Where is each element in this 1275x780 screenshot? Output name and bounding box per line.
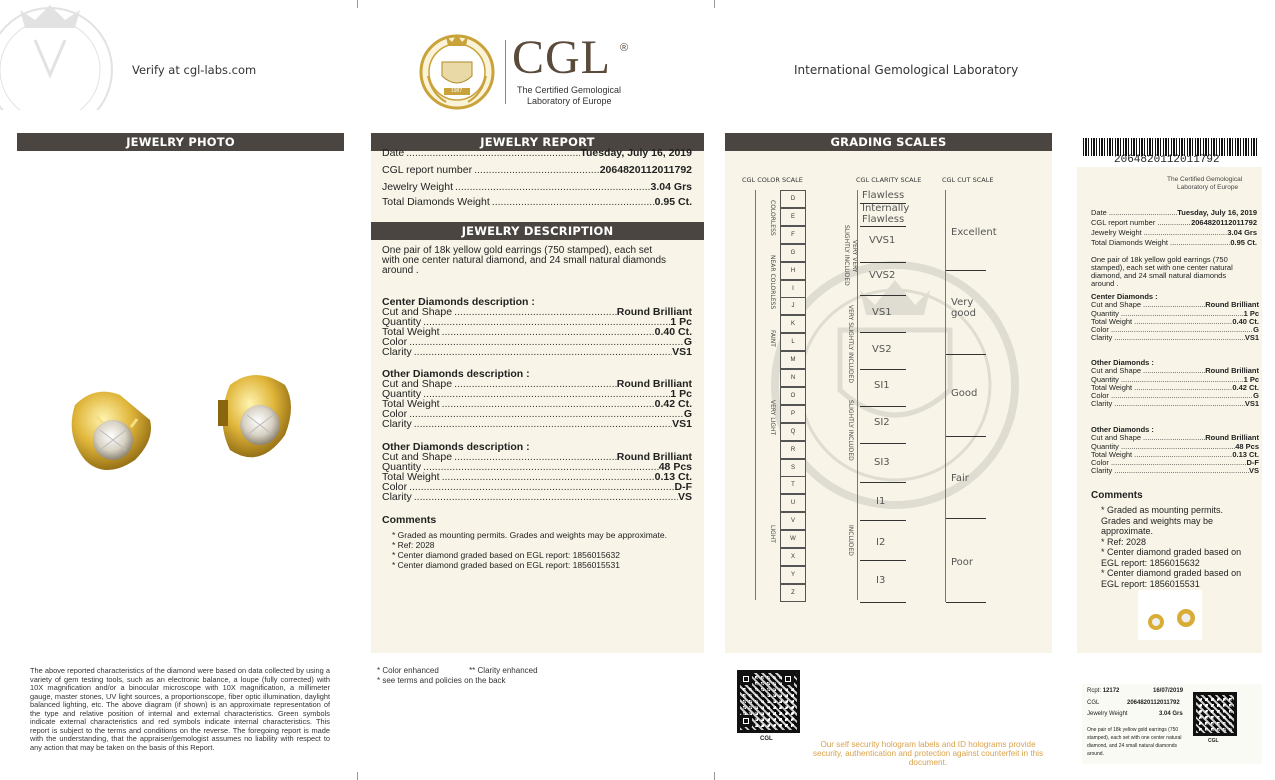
guide-tick xyxy=(714,772,715,780)
color-grade-box: J xyxy=(780,297,806,315)
card-row: Jewelry Weight ..... 3.04 Grs xyxy=(1091,228,1257,237)
clarity-grade: Internally Flawless xyxy=(862,203,910,225)
card-group-row: Quantity ..... 48 Pcs xyxy=(1091,442,1259,451)
report-row-label: CGL report number xyxy=(382,164,473,176)
verify-text: Verify at cgl-labs.com xyxy=(132,63,257,77)
clarity-group-label: SLIGHTLY INCLUDED xyxy=(847,400,854,461)
watermark-seal-topleft xyxy=(0,0,160,110)
group-1-row: Clarity ..... VS1 xyxy=(382,347,692,357)
card-group-row: Cut and Shape ..... Round Brilliant xyxy=(1091,366,1259,375)
card-group-row: Total Weight ..... 0.42 Ct. xyxy=(1091,383,1259,392)
stub-rcpt: Rcpt: 12172 xyxy=(1087,688,1120,694)
clarity-line xyxy=(860,332,906,333)
group-1-row: Total Weight ..... 0.40 Ct. xyxy=(382,327,692,337)
clarity-grade: SI2 xyxy=(874,417,890,428)
terms-note: * see terms and policies on the back xyxy=(377,676,506,685)
clarity-grade: VS2 xyxy=(872,344,892,355)
card-group-title: Other Diamonds : xyxy=(1091,425,1154,434)
card-group-row: Clarity ..... VS1 xyxy=(1091,399,1259,408)
card-logo-text-2: Laboratory of Europe xyxy=(1177,184,1239,191)
stub-org: CGL xyxy=(1087,700,1100,706)
cut-line xyxy=(946,436,986,437)
report-row-value: 3.04 Grs xyxy=(650,181,692,193)
earring-photo xyxy=(40,360,340,500)
report-row-weight xyxy=(382,181,692,193)
cut-line xyxy=(946,270,986,271)
color-grade-box: N xyxy=(780,369,806,387)
cut-grade: Fair xyxy=(951,473,969,484)
clarity-grade: Flawless xyxy=(862,190,905,201)
card-row: CGL report number ..... 2064820112011792 xyxy=(1091,218,1257,227)
color-grade-box: D xyxy=(780,190,806,208)
report-row-value: Tuesday, July 16, 2019 xyxy=(580,147,692,159)
group-2-row: Color ..... G xyxy=(382,409,692,419)
card-group-row: Clarity ..... VS1 xyxy=(1091,333,1259,342)
clarity-grade: I2 xyxy=(876,537,886,548)
color-grade-box: Q xyxy=(780,423,806,441)
color-grade-box: P xyxy=(780,405,806,423)
cut-grade: Very good xyxy=(951,297,976,319)
clarity-grade: SI3 xyxy=(874,457,890,468)
group-3-title: Other Diamonds description : xyxy=(382,441,530,453)
stub-date: 16/07/2019 xyxy=(1153,688,1184,694)
group-1-row: Color ..... G xyxy=(382,337,692,347)
color-group-label: NEAR COLORLESS xyxy=(769,255,776,310)
cut-grade: Excellent xyxy=(951,227,997,238)
card-group-row: Total Weight ..... 0.13 Ct. xyxy=(1091,450,1259,459)
cgl-seal-logo xyxy=(418,30,496,110)
color-grade-box: U xyxy=(780,494,806,512)
color-enhanced-note: * Color enhanced xyxy=(377,666,439,675)
card-group-row: Quantity ..... 1 Pc xyxy=(1091,375,1259,384)
guide-tick xyxy=(357,0,358,8)
color-grade-box: F xyxy=(780,226,806,244)
qr-code-stub xyxy=(1193,692,1237,736)
comments-title: Comments xyxy=(382,514,437,526)
card-group-row: Total Weight ..... 0.40 Ct. xyxy=(1091,317,1259,326)
card-group-row: Cut and Shape ..... Round Brilliant xyxy=(1091,300,1259,309)
description-text: One pair of 18k yellow gold earrings (750 stamped), each set with one center natural diamond, and 24 small natural diamonds around . xyxy=(382,245,667,276)
card-logo-text-1: The Certified Gemological xyxy=(1167,176,1243,183)
group-2-row: Total Weight ..... 0.42 Ct. xyxy=(382,399,692,409)
report-row-label: Date xyxy=(382,147,405,159)
card-group-row: Color ..... G xyxy=(1091,325,1259,334)
stub-weight-value: 3.04 Grs xyxy=(1159,711,1183,717)
color-grade-box: X xyxy=(780,548,806,566)
group-3-row: Quantity ..... 48 Pcs xyxy=(382,462,692,472)
color-grade-box: R xyxy=(780,441,806,459)
report-row-value: 2064820112011792 xyxy=(599,164,692,176)
clarity-scale-title: CGL CLARITY SCALE xyxy=(856,176,922,184)
color-group-label: VERY LIGHT xyxy=(769,400,776,436)
disclaimer: The above reported characteristics of the diamond were based on data collected by using a variety of gem testing tools, such as an electronic balance, a loupe (fully corrected) with 10X magnification and/or a binocular microscope with 10X magnification, a millimeter gauge, master stones, UV light sources, a proportionscope, fiber optic illumination, daylight balanced lighting, etc. The above diagram (if shown) is an approximate representation of the type and relative position of internal and external characteristics. Green symbols indicate external characteristics and red symbols indicate internal characteristics. This report is subject to the terms and conditions on the reverse. The foregoing report is made with the understanding, that the appraiser/gemologist assumes no liability with respect to any action that may be taken on the basis of this Report. xyxy=(30,666,330,752)
logo-subtitle-1: The Certified Gemological xyxy=(517,85,622,95)
card-earring-thumb xyxy=(1138,590,1202,640)
card-group-row: Quantity ..... 1 Pc xyxy=(1091,309,1259,318)
clarity-line xyxy=(860,262,906,263)
color-grade-box: T xyxy=(780,476,806,494)
color-grade-box: L xyxy=(780,333,806,351)
qr-label: CGL xyxy=(760,736,773,742)
stub-number: 2064820112011792 xyxy=(1127,700,1180,706)
clarity-enhanced-note: ** Clarity enhanced xyxy=(469,666,538,675)
cut-grade: Good xyxy=(951,388,978,399)
lab-name: International Gemological Laboratory xyxy=(794,63,1019,77)
card-group-row: Color ..... D-F xyxy=(1091,458,1259,467)
report-row-number xyxy=(382,164,692,176)
group-3-row: Clarity ..... VS xyxy=(382,492,692,502)
clarity-grade: VS1 xyxy=(872,307,892,318)
clarity-group-label: INCLUDED xyxy=(847,525,854,556)
comment-line: * Center diamond graded based on EGL report: 1856015531 xyxy=(392,560,620,570)
clarity-grade: I3 xyxy=(876,575,886,586)
report-row-label: Total Diamonds Weight xyxy=(382,196,490,208)
logo-subtitle-2: Laboratory of Europe xyxy=(527,96,612,106)
color-grade-box: G xyxy=(780,244,806,262)
clarity-line xyxy=(860,406,906,407)
color-grade-box: S xyxy=(780,459,806,477)
card-group-title: Other Diamonds : xyxy=(1091,358,1154,367)
security-text: Our self security hologram labels and ID holograms provide security, authentication and protection against counterfeit in this document. xyxy=(812,740,1044,767)
group-2-row: Clarity ..... VS1 xyxy=(382,419,692,429)
card-group-row: Cut and Shape ..... Round Brilliant xyxy=(1091,433,1259,442)
group-1-title: Center Diamonds description : xyxy=(382,296,535,308)
cut-line xyxy=(946,602,986,603)
clarity-group-label: VERY VERY xyxy=(851,240,858,273)
qr-finder xyxy=(740,715,752,727)
color-grade-box: I xyxy=(780,280,806,298)
cut-scale-title: CGL CUT SCALE xyxy=(942,176,994,184)
clarity-line xyxy=(860,226,906,227)
cut-line xyxy=(946,518,986,519)
cut-grade: Poor xyxy=(951,557,974,568)
stub-weight-label: Jewelry Weight xyxy=(1087,711,1128,717)
card-group-row: Clarity ..... VS xyxy=(1091,466,1259,475)
report-row-date xyxy=(382,147,692,159)
group-3-row: Color ..... D-F xyxy=(382,482,692,492)
group-1-row: Cut and Shape ..... Round Brilliant xyxy=(382,307,692,317)
photo-panel-title: JEWELRY PHOTO xyxy=(17,133,344,151)
card-row: Date ..... Tuesday, July 16, 2019 xyxy=(1091,208,1257,217)
color-grade-box: O xyxy=(780,387,806,405)
group-3-row: Cut and Shape ..... Round Brilliant xyxy=(382,452,692,462)
color-grade-box: Z xyxy=(780,584,806,602)
grading-title: GRADING SCALES xyxy=(725,133,1052,151)
color-grade-box: H xyxy=(780,262,806,280)
guide-tick xyxy=(714,0,715,8)
cut-divider xyxy=(945,190,946,602)
color-grade-box: K xyxy=(780,315,806,333)
comment-line: * Ref: 2028 xyxy=(392,540,435,550)
clarity-line xyxy=(860,443,906,444)
color-grade-box: W xyxy=(780,530,806,548)
clarity-group-label: VERY SLIGHTLY INCLUDED xyxy=(847,305,854,384)
clarity-line xyxy=(860,560,906,561)
qr-finder xyxy=(782,673,794,685)
group-2-row: Cut and Shape ..... Round Brilliant xyxy=(382,379,692,389)
stub-qr-label: CGL xyxy=(1208,738,1219,744)
color-grade-box: E xyxy=(780,208,806,226)
color-divider xyxy=(755,190,756,600)
color-group-label: FAINT xyxy=(769,330,776,347)
seal-year: 1987 xyxy=(451,88,463,94)
clarity-line xyxy=(860,520,906,521)
comment-line: * Graded as mounting permits. Grades and weights may be approximate. xyxy=(392,530,667,540)
clarity-grade: VVS2 xyxy=(869,270,896,281)
logo-divider xyxy=(505,40,506,104)
barcode-number: 2064820112011792 xyxy=(1114,154,1220,166)
clarity-line xyxy=(860,482,906,483)
enhancement-notes xyxy=(377,666,538,675)
card-description: One pair of 18k yellow gold earrings (750 stamped), each set with one center natural diamond, and 24 small natural diamonds around . xyxy=(1091,255,1233,288)
qr-finder xyxy=(740,673,752,685)
logo-wordmark: CGL xyxy=(512,31,611,84)
card-comments-title: Comments xyxy=(1091,490,1143,501)
card-group-title: Center Diamonds : xyxy=(1091,292,1158,301)
card-group-row: Color ..... G xyxy=(1091,391,1259,400)
group-3-row: Total Weight ..... 0.13 Ct. xyxy=(382,472,692,482)
report-title: JEWELRY REPORT xyxy=(371,133,704,151)
cut-line xyxy=(946,354,986,355)
clarity-grade: I1 xyxy=(876,496,886,507)
logo-registered: ® xyxy=(620,42,629,54)
color-grade-box: M xyxy=(780,351,806,369)
color-scale-title: CGL COLOR SCALE xyxy=(742,176,803,184)
color-group-label: LIGHT xyxy=(769,525,776,543)
clarity-grade: VVS1 xyxy=(869,235,896,246)
color-grade-box: Y xyxy=(780,566,806,584)
group-1-row: Quantity ..... 1 Pc xyxy=(382,317,692,327)
report-row-diamonds xyxy=(382,196,692,208)
card-row: Total Diamonds Weight ..... 0.95 Ct. xyxy=(1091,238,1257,247)
clarity-line xyxy=(860,295,906,296)
report-row-value: 0.95 Ct. xyxy=(654,196,692,208)
comment-line: * Center diamond graded based on EGL report: 1856015632 xyxy=(392,550,620,560)
card-comments: * Graded as mounting permits. Grades and weights may be approximate. * Ref: 2028 * Center diamond graded based on EGL report: 1856015632 * Center diamond graded based on EGL report: 1856015531 xyxy=(1101,505,1242,589)
description-title: JEWELRY DESCRIPTION xyxy=(371,222,704,240)
clarity-group-label: SLIGHTLY INCLUDED xyxy=(843,225,850,286)
color-grade-box: V xyxy=(780,512,806,530)
color-group-label: COLORLESS xyxy=(769,200,776,236)
report-row-label: Jewelry Weight xyxy=(382,181,453,193)
group-2-title: Other Diamonds description : xyxy=(382,368,530,380)
clarity-grade: SI1 xyxy=(874,380,890,391)
clarity-line xyxy=(860,602,906,603)
group-2-row: Quantity ..... 1 Pc xyxy=(382,389,692,399)
stub-text: One pair of 18k yellow gold earrings (750 stamped), each set with one center natural diamond, and 24 small natural diamonds around. xyxy=(1087,727,1182,757)
clarity-line xyxy=(860,369,906,370)
guide-tick xyxy=(357,772,358,780)
